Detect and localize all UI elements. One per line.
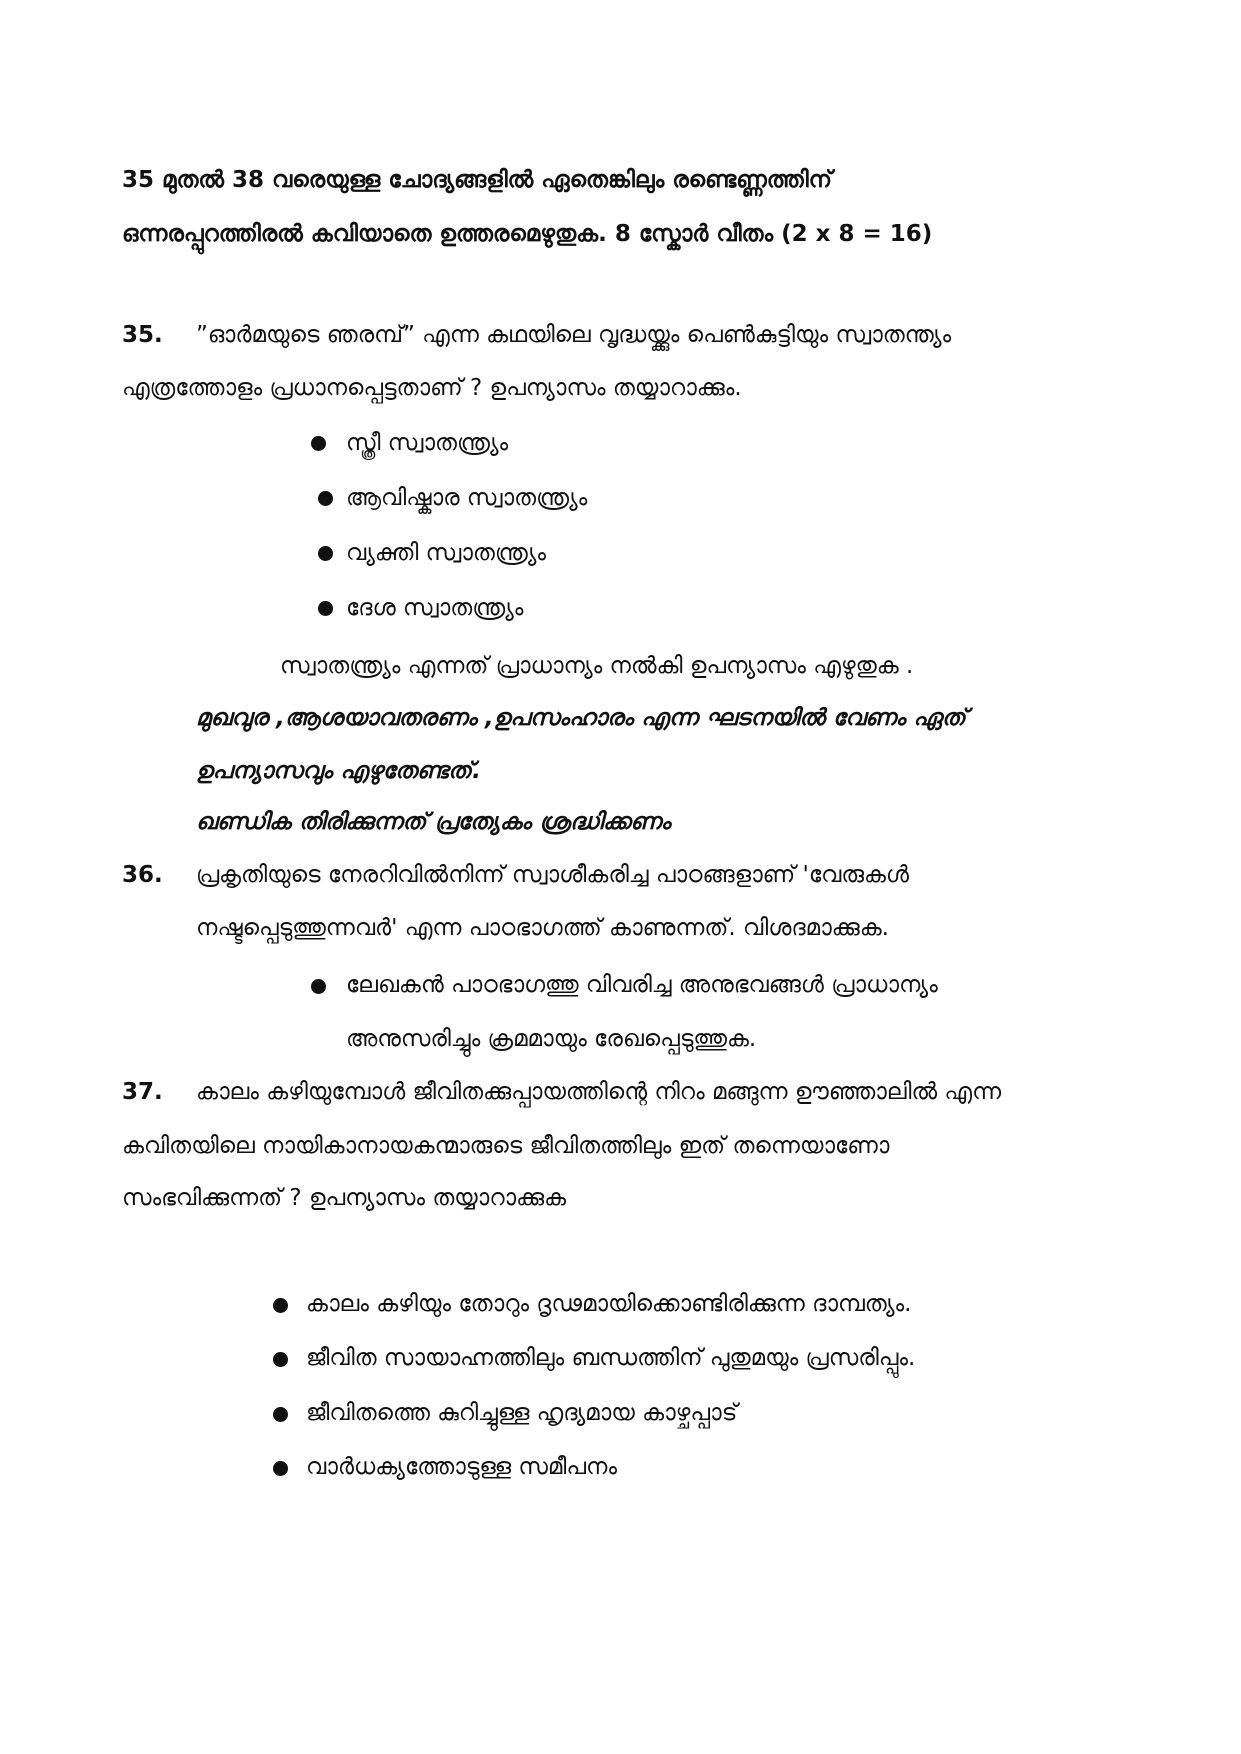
q35-italic-1: മുഖവുര ,ആശയാവതരണം ,ഉപസംഹാരം എന്ന ഘടനയിൽ വേണം ഏത്	[196, 705, 966, 731]
question-number-37: 37.	[122, 1079, 163, 1105]
bullet-dot	[318, 491, 333, 506]
instruction-line-2: ഒന്നരപ്പുറത്തിരൽ കവിയാതെ ഉത്തരമെഴുതുക. 8 സ്കോർ വീതം (2 x 8 = 16)	[122, 221, 933, 247]
bullet-dot	[311, 979, 326, 994]
q37-bullet-1: കാലം കഴിയും തോറും ദൃഢമായിക്കൊണ്ടിരിക്കുന്ന ദാമ്പത്യം.	[306, 1291, 912, 1317]
question-number-36: 36.	[122, 862, 163, 888]
q37-bullet-3: ജീവിതത്തെ കുറിച്ചുള്ള ഹൃദ്യമായ കാഴ്ചപ്പാട്	[306, 1400, 738, 1426]
question-37-line-2: കവിതയിലെ നായികാനായകന്മാരുടെ ജീവിതത്തിലും ഇത് തന്നെയാണോ	[122, 1133, 890, 1159]
q37-bullet-2: ജീവിത സായാഹ്നത്തിലും ബന്ധത്തിന് പുതുമയും പ്രസരിപ്പും.	[306, 1345, 916, 1371]
q35-italic-2: ഉപന്യാസവും എഴുതേണ്ടത്.	[196, 758, 481, 784]
bullet-dot	[311, 436, 326, 451]
instruction-line-1: 35 മുതൽ 38 വരെയുള്ള ചോദ്യങ്ങളിൽ ഏതെങ്കിലും രണ്ടെണ്ണത്തിന്	[122, 167, 833, 193]
question-36-line-1: പ്രകൃതിയുടെ നേരറിവിൽനിന്ന് സ്വാശീകരിച്ച പാഠങ്ങളാണ് 'വേരുകൾ	[196, 862, 909, 888]
question-35-line-2: എത്രത്തോളം പ്രധാനപ്പെട്ടതാണ് ? ഉപന്യാസം തയ്യാറാക്കും.	[122, 375, 742, 401]
q35-note: സ്വാതന്ത്ര്യം എന്നത് പ്രാധാന്യം നൽകി ഉപന്യാസം എഴുതുക .	[280, 653, 914, 679]
bullet-dot	[318, 546, 333, 561]
bullet-dot	[318, 601, 333, 616]
question-37-line-3: സംഭവിക്കുന്നത് ? ഉപന്യാസം തയ്യാറാക്കുക	[122, 1185, 567, 1211]
question-35-line-1: ”ഓർമയുടെ ഞരമ്പ്” എന്ന കഥയിലെ വൃദ്ധയ്ക്കും പെൺകുട്ടിയും സ്വാതന്ത്യം	[196, 322, 952, 348]
q36-bullet-line-1: ലേഖകൻ പാഠഭാഗത്തു വിവരിച്ച അനുഭവങ്ങൾ പ്രാധാന്യം	[346, 972, 938, 998]
q36-bullet-line-2: അനുസരിച്ചും ക്രമമായും രേഖപ്പെടുത്തുക.	[346, 1026, 757, 1052]
bullet-dot	[273, 1298, 288, 1313]
bullet-dot	[273, 1352, 288, 1367]
q35-bullet-2: ആവിഷ്കാര സ്വാതന്ത്ര്യം	[346, 485, 588, 511]
q37-bullet-4: വാർധക്യത്തോടുള്ള സമീപനം	[306, 1454, 618, 1480]
q35-italic-3: ഖണ്ഡിക തിരിക്കുന്നത് പ്രത്യേകം ശ്രദ്ധിക്കണം	[196, 809, 671, 835]
question-37-line-1: കാലം കഴിയുമ്പോൾ ജീവിതക്കുപ്പായത്തിന്റെ നിറം മങ്ങുന്ന ഊഞ്ഞാലിൽ എന്ന	[196, 1079, 1002, 1105]
bullet-dot	[273, 1461, 288, 1476]
q35-bullet-3: വ്യക്തി സ്വാതന്ത്ര്യം	[346, 540, 547, 566]
question-number-35: 35.	[122, 322, 163, 348]
q35-bullet-1: സ്ത്രീ സ്വാതന്ത്ര്യം	[346, 430, 509, 456]
question-36-line-2: നഷ്ടപ്പെടുത്തുന്നവർ' എന്ന പാഠഭാഗത്ത് കാണുന്നത്. വിശദമാക്കുക.	[196, 915, 889, 941]
bullet-dot	[273, 1407, 288, 1422]
q35-bullet-4: ദേശ സ്വാതന്ത്ര്യം	[346, 595, 524, 621]
